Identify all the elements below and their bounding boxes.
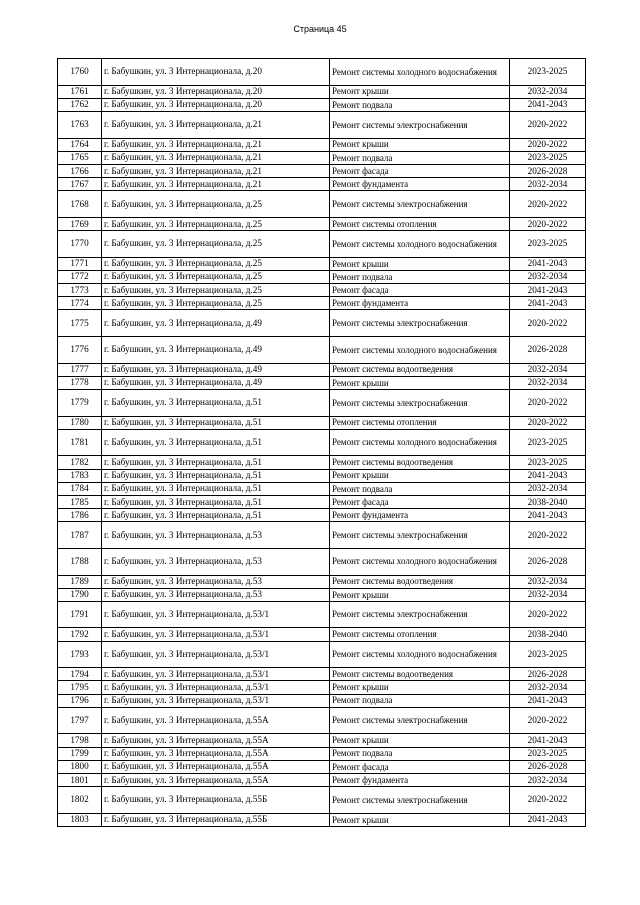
row-number-cell: 1769	[58, 217, 102, 230]
row-number-cell: 1766	[58, 164, 102, 177]
table-row	[58, 337, 586, 364]
address-cell: г. Бабушкин, ул. 3 Интернационала, д.51	[102, 416, 330, 429]
table-row	[58, 376, 586, 389]
address-cell: г. Бабушкин, ул. 3 Интернационала, д.51	[102, 482, 330, 495]
table-row	[58, 217, 586, 230]
table-row	[58, 231, 586, 258]
address-cell: г. Бабушкин, ул. 3 Интернационала, д.25	[102, 257, 330, 270]
address-cell: г. Бабушкин, ул. 3 Интернационала, д.51	[102, 469, 330, 482]
period-cell: 2032-2034	[510, 482, 586, 495]
row-number-cell: 1800	[58, 760, 102, 773]
row-number-cell: 1771	[58, 257, 102, 270]
period-cell: 2032-2034	[510, 681, 586, 694]
work-type-cell: Ремонт подвала	[330, 151, 510, 164]
table-row	[58, 588, 586, 601]
period-cell: 2032-2034	[510, 85, 586, 98]
table-row	[58, 734, 586, 747]
period-cell: 2026-2028	[510, 164, 586, 177]
period-cell: 2026-2028	[510, 760, 586, 773]
table-row	[58, 495, 586, 508]
row-number-cell: 1765	[58, 151, 102, 164]
table-row	[58, 85, 586, 98]
address-cell: г. Бабушкин, ул. 3 Интернационала, д.51	[102, 509, 330, 522]
work-type-cell: Ремонт крыши	[330, 681, 510, 694]
table-row	[58, 270, 586, 283]
period-cell: 2041-2043	[510, 694, 586, 707]
row-number-cell: 1789	[58, 575, 102, 588]
table-row	[58, 760, 586, 773]
period-cell: 2023-2025	[510, 747, 586, 760]
address-cell: г. Бабушкин, ул. 3 Интернационала, д.55А	[102, 734, 330, 747]
address-cell: г. Бабушкин, ул. 3 Интернационала, д.53/1	[102, 694, 330, 707]
period-cell: 2020-2022	[510, 111, 586, 138]
address-cell: г. Бабушкин, ул. 3 Интернационала, д.53	[102, 522, 330, 549]
period-cell: 2020-2022	[510, 310, 586, 337]
row-number-cell: 1775	[58, 310, 102, 337]
period-cell: 2041-2043	[510, 469, 586, 482]
address-cell: г. Бабушкин, ул. 3 Интернационала, д.49	[102, 376, 330, 389]
period-cell: 2020-2022	[510, 390, 586, 417]
address-cell: г. Бабушкин, ул. 3 Интернационала, д.53/1	[102, 601, 330, 628]
work-type-cell: Ремонт системы отопления	[330, 217, 510, 230]
period-cell: 2041-2043	[510, 98, 586, 111]
address-cell: г. Бабушкин, ул. 3 Интернационала, д.51	[102, 456, 330, 469]
period-cell: 2032-2034	[510, 376, 586, 389]
address-cell: г. Бабушкин, ул. 3 Интернационала, д.49	[102, 310, 330, 337]
work-type-cell: Ремонт системы холодного водоснабжения	[330, 429, 510, 456]
address-cell: г. Бабушкин, ул. 3 Интернационала, д.55А	[102, 773, 330, 786]
table-row	[58, 284, 586, 297]
row-number-cell: 1778	[58, 376, 102, 389]
work-type-cell: Ремонт системы водоотведения	[330, 575, 510, 588]
address-cell: г. Бабушкин, ул. 3 Интернационала, д.53/1	[102, 668, 330, 681]
table-row	[58, 363, 586, 376]
table-row	[58, 575, 586, 588]
address-cell: г. Бабушкин, ул. 3 Интернационала, д.51	[102, 390, 330, 417]
table-row	[58, 641, 586, 668]
row-number-cell: 1783	[58, 469, 102, 482]
row-number-cell: 1792	[58, 628, 102, 641]
address-cell: г. Бабушкин, ул. 3 Интернационала, д.55А	[102, 707, 330, 734]
period-cell: 2038-2040	[510, 628, 586, 641]
address-cell: г. Бабушкин, ул. 3 Интернационала, д.53/1	[102, 641, 330, 668]
work-type-cell: Ремонт системы холодного водоснабжения	[330, 548, 510, 575]
table-row	[58, 59, 586, 86]
period-cell: 2038-2040	[510, 495, 586, 508]
work-type-cell: Ремонт подвала	[330, 482, 510, 495]
address-cell: г. Бабушкин, ул. 3 Интернационала, д.49	[102, 337, 330, 364]
table-row	[58, 548, 586, 575]
address-cell: г. Бабушкин, ул. 3 Интернационала, д.25	[102, 191, 330, 218]
period-cell: 2023-2025	[510, 151, 586, 164]
period-cell: 2041-2043	[510, 734, 586, 747]
address-cell: г. Бабушкин, ул. 3 Интернационала, д.53	[102, 575, 330, 588]
row-number-cell: 1793	[58, 641, 102, 668]
address-cell: г. Бабушкин, ул. 3 Интернационала, д.21	[102, 164, 330, 177]
work-type-cell: Ремонт крыши	[330, 734, 510, 747]
period-cell: 2041-2043	[510, 297, 586, 310]
row-number-cell: 1782	[58, 456, 102, 469]
work-type-cell: Ремонт системы электроснабжения	[330, 601, 510, 628]
row-number-cell: 1774	[58, 297, 102, 310]
table-row	[58, 668, 586, 681]
table-row	[58, 98, 586, 111]
work-type-cell: Ремонт крыши	[330, 588, 510, 601]
work-type-cell: Ремонт подвала	[330, 694, 510, 707]
work-type-cell: Ремонт подвала	[330, 270, 510, 283]
table-row	[58, 297, 586, 310]
table-row	[58, 681, 586, 694]
table-row	[58, 257, 586, 270]
table-row	[58, 178, 586, 191]
period-cell: 2020-2022	[510, 601, 586, 628]
table-row	[58, 509, 586, 522]
table-row	[58, 601, 586, 628]
work-type-cell: Ремонт системы электроснабжения	[330, 522, 510, 549]
table-row	[58, 628, 586, 641]
period-cell: 2020-2022	[510, 522, 586, 549]
table-row	[58, 191, 586, 218]
work-type-cell: Ремонт фасада	[330, 760, 510, 773]
row-number-cell: 1785	[58, 495, 102, 508]
work-type-cell: Ремонт системы электроснабжения	[330, 191, 510, 218]
period-cell: 2023-2025	[510, 429, 586, 456]
table-row	[58, 456, 586, 469]
row-number-cell: 1796	[58, 694, 102, 707]
address-cell: г. Бабушкин, ул. 3 Интернационала, д.25	[102, 284, 330, 297]
period-cell: 2032-2034	[510, 363, 586, 376]
work-type-cell: Ремонт подвала	[330, 98, 510, 111]
table-row	[58, 482, 586, 495]
address-cell: г. Бабушкин, ул. 3 Интернационала, д.21	[102, 151, 330, 164]
address-cell: г. Бабушкин, ул. 3 Интернационала, д.25	[102, 270, 330, 283]
address-cell: г. Бабушкин, ул. 3 Интернационала, д.21	[102, 138, 330, 151]
row-number-cell: 1798	[58, 734, 102, 747]
work-type-cell: Ремонт крыши	[330, 376, 510, 389]
address-cell: г. Бабушкин, ул. 3 Интернационала, д.21	[102, 178, 330, 191]
work-type-cell: Ремонт крыши	[330, 138, 510, 151]
row-number-cell: 1794	[58, 668, 102, 681]
period-cell: 2032-2034	[510, 773, 586, 786]
period-cell: 2026-2028	[510, 668, 586, 681]
row-number-cell: 1784	[58, 482, 102, 495]
work-type-cell: Ремонт системы холодного водоснабжения	[330, 59, 510, 86]
period-cell: 2020-2022	[510, 787, 586, 814]
row-number-cell: 1797	[58, 707, 102, 734]
work-type-cell: Ремонт фасада	[330, 164, 510, 177]
work-type-cell: Ремонт системы электроснабжения	[330, 707, 510, 734]
row-number-cell: 1791	[58, 601, 102, 628]
address-cell: г. Бабушкин, ул. 3 Интернационала, д.20	[102, 98, 330, 111]
address-cell: г. Бабушкин, ул. 3 Интернационала, д.49	[102, 363, 330, 376]
row-number-cell: 1773	[58, 284, 102, 297]
address-cell: г. Бабушкин, ул. 3 Интернационала, д.51	[102, 495, 330, 508]
period-cell: 2026-2028	[510, 548, 586, 575]
work-type-cell: Ремонт системы отопления	[330, 416, 510, 429]
work-type-cell: Ремонт системы электроснабжения	[330, 787, 510, 814]
row-number-cell: 1768	[58, 191, 102, 218]
table-row	[58, 787, 586, 814]
row-number-cell: 1762	[58, 98, 102, 111]
row-number-cell: 1770	[58, 231, 102, 258]
row-number-cell: 1790	[58, 588, 102, 601]
work-type-cell: Ремонт фундамента	[330, 178, 510, 191]
row-number-cell: 1763	[58, 111, 102, 138]
work-type-cell: Ремонт крыши	[330, 469, 510, 482]
table-row	[58, 813, 586, 826]
table-row	[58, 151, 586, 164]
work-type-cell: Ремонт системы холодного водоснабжения	[330, 231, 510, 258]
table-row	[58, 694, 586, 707]
address-cell: г. Бабушкин, ул. 3 Интернационала, д.55А	[102, 747, 330, 760]
work-type-cell: Ремонт подвала	[330, 747, 510, 760]
work-type-cell: Ремонт фундамента	[330, 297, 510, 310]
period-cell: 2023-2025	[510, 641, 586, 668]
work-type-cell: Ремонт системы водоотведения	[330, 668, 510, 681]
row-number-cell: 1777	[58, 363, 102, 376]
period-cell: 2020-2022	[510, 217, 586, 230]
period-cell: 2023-2025	[510, 59, 586, 86]
row-number-cell: 1787	[58, 522, 102, 549]
table-row	[58, 164, 586, 177]
address-cell: г. Бабушкин, ул. 3 Интернационала, д.53	[102, 588, 330, 601]
row-number-cell: 1781	[58, 429, 102, 456]
address-cell: г. Бабушкин, ул. 3 Интернационала, д.25	[102, 231, 330, 258]
row-number-cell: 1764	[58, 138, 102, 151]
period-cell: 2041-2043	[510, 284, 586, 297]
row-number-cell: 1803	[58, 813, 102, 826]
table-row	[58, 429, 586, 456]
table-row	[58, 138, 586, 151]
table-row	[58, 390, 586, 417]
table-row	[58, 469, 586, 482]
work-type-cell: Ремонт системы водоотведения	[330, 456, 510, 469]
address-cell: г. Бабушкин, ул. 3 Интернационала, д.53	[102, 548, 330, 575]
address-cell: г. Бабушкин, ул. 3 Интернационала, д.51	[102, 429, 330, 456]
period-cell: 2020-2022	[510, 707, 586, 734]
row-number-cell: 1799	[58, 747, 102, 760]
period-cell: 2041-2043	[510, 257, 586, 270]
work-type-cell: Ремонт фундамента	[330, 773, 510, 786]
table-row	[58, 310, 586, 337]
table-row	[58, 773, 586, 786]
address-cell: г. Бабушкин, ул. 3 Интернационала, д.25	[102, 297, 330, 310]
repair-schedule-table	[57, 58, 586, 827]
row-number-cell: 1780	[58, 416, 102, 429]
row-number-cell: 1801	[58, 773, 102, 786]
period-cell: 2032-2034	[510, 575, 586, 588]
table-row	[58, 111, 586, 138]
work-type-cell: Ремонт системы электроснабжения	[330, 111, 510, 138]
row-number-cell: 1776	[58, 337, 102, 364]
period-cell: 2041-2043	[510, 509, 586, 522]
work-type-cell: Ремонт системы холодного водоснабжения	[330, 337, 510, 364]
work-type-cell: Ремонт системы электроснабжения	[330, 310, 510, 337]
work-type-cell: Ремонт крыши	[330, 85, 510, 98]
period-cell: 2032-2034	[510, 588, 586, 601]
table-row	[58, 522, 586, 549]
address-cell: г. Бабушкин, ул. 3 Интернационала, д.21	[102, 111, 330, 138]
address-cell: г. Бабушкин, ул. 3 Интернационала, д.25	[102, 217, 330, 230]
table-row	[58, 416, 586, 429]
period-cell: 2026-2028	[510, 337, 586, 364]
row-number-cell: 1760	[58, 59, 102, 86]
work-type-cell: Ремонт фасада	[330, 284, 510, 297]
row-number-cell: 1761	[58, 85, 102, 98]
work-type-cell: Ремонт крыши	[330, 813, 510, 826]
row-number-cell: 1802	[58, 787, 102, 814]
period-cell: 2020-2022	[510, 191, 586, 218]
work-type-cell: Ремонт фасада	[330, 495, 510, 508]
period-cell: 2032-2034	[510, 270, 586, 283]
row-number-cell: 1795	[58, 681, 102, 694]
period-cell: 2041-2043	[510, 813, 586, 826]
row-number-cell: 1786	[58, 509, 102, 522]
address-cell: г. Бабушкин, ул. 3 Интернационала, д.55Б	[102, 813, 330, 826]
period-cell: 2020-2022	[510, 138, 586, 151]
work-type-cell: Ремонт системы водоотведения	[330, 363, 510, 376]
work-type-cell: Ремонт фундамента	[330, 509, 510, 522]
row-number-cell: 1779	[58, 390, 102, 417]
work-type-cell: Ремонт системы отопления	[330, 628, 510, 641]
work-type-cell: Ремонт системы электроснабжения	[330, 390, 510, 417]
address-cell: г. Бабушкин, ул. 3 Интернационала, д.53/1	[102, 628, 330, 641]
address-cell: г. Бабушкин, ул. 3 Интернационала, д.55Б	[102, 787, 330, 814]
table-row	[58, 707, 586, 734]
page-number: Страница 45	[293, 24, 347, 34]
work-type-cell: Ремонт крыши	[330, 257, 510, 270]
table-body	[58, 59, 586, 827]
address-cell: г. Бабушкин, ул. 3 Интернационала, д.20	[102, 59, 330, 86]
period-cell: 2023-2025	[510, 231, 586, 258]
period-cell: 2032-2034	[510, 178, 586, 191]
row-number-cell: 1788	[58, 548, 102, 575]
address-cell: г. Бабушкин, ул. 3 Интернационала, д.20	[102, 85, 330, 98]
period-cell: 2020-2022	[510, 416, 586, 429]
address-cell: г. Бабушкин, ул. 3 Интернационала, д.53/1	[102, 681, 330, 694]
period-cell: 2023-2025	[510, 456, 586, 469]
work-type-cell: Ремонт системы холодного водоснабжения	[330, 641, 510, 668]
table-row	[58, 747, 586, 760]
row-number-cell: 1772	[58, 270, 102, 283]
row-number-cell: 1767	[58, 178, 102, 191]
address-cell: г. Бабушкин, ул. 3 Интернационала, д.55А	[102, 760, 330, 773]
